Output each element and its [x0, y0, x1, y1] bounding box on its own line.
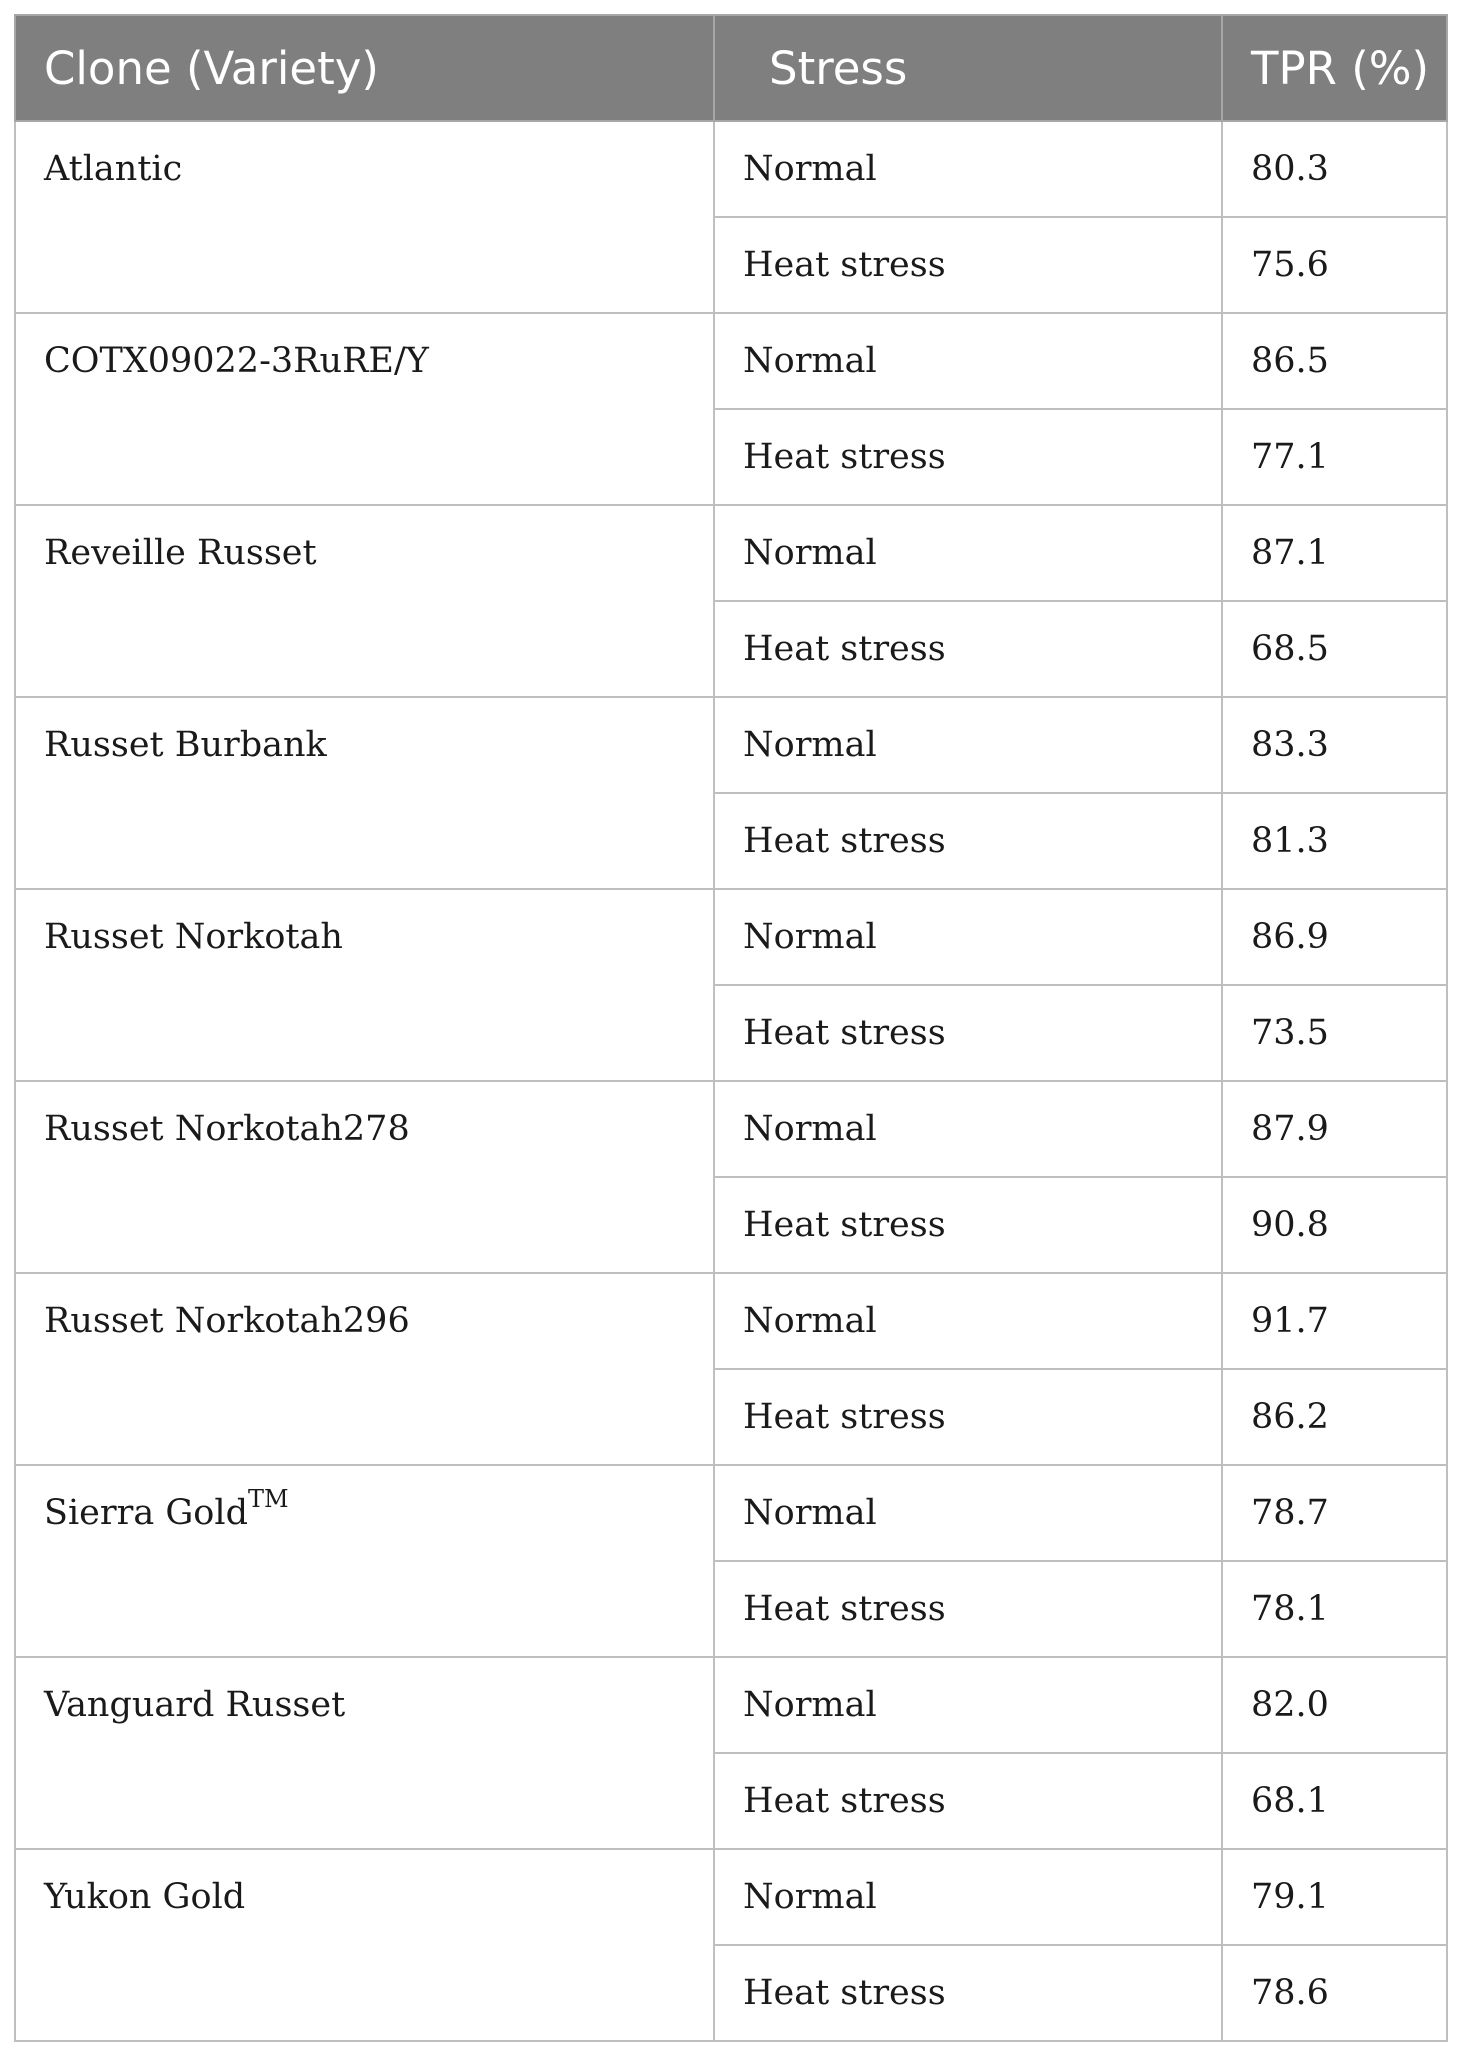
table-row — [15, 889, 1447, 985]
table-row — [15, 505, 1447, 601]
stress-cell: Normal — [714, 1273, 1222, 1369]
stress-cell: Normal — [714, 1465, 1222, 1561]
tpr-cell: 80.3 — [1222, 121, 1447, 217]
stress-cell: Normal — [714, 1081, 1222, 1177]
stress-cell: Heat stress — [714, 1753, 1222, 1849]
clone-cell — [15, 1657, 714, 1849]
tpr-cell: 77.1 — [1222, 409, 1447, 505]
clone-name: COTX09022-3RuRE/Y — [44, 341, 429, 381]
stress-cell: Heat stress — [714, 409, 1222, 505]
clone-name: Vanguard Russet — [44, 1685, 346, 1725]
tpr-cell: 68.5 — [1222, 601, 1447, 697]
stress-cell: Heat stress — [714, 985, 1222, 1081]
table-row — [15, 121, 1447, 217]
tpr-cell: 87.9 — [1222, 1081, 1447, 1177]
clone-name: Russet Burbank — [44, 725, 327, 765]
table-row — [15, 1081, 1447, 1177]
header-row — [15, 15, 1447, 121]
clone-cell — [15, 1081, 714, 1273]
table-row — [15, 1657, 1447, 1753]
tpr-cell: 75.6 — [1222, 217, 1447, 313]
tpr-cell: 90.8 — [1222, 1177, 1447, 1273]
stress-cell: Heat stress — [714, 1369, 1222, 1465]
table-row — [15, 697, 1447, 793]
clone-cell — [15, 313, 714, 505]
stress-cell: Normal — [714, 1849, 1222, 1945]
table-header — [15, 15, 1447, 121]
table-row — [15, 1273, 1447, 1369]
tpr-cell: 86.5 — [1222, 313, 1447, 409]
stress-cell: Normal — [714, 313, 1222, 409]
clone-name: Russet Norkotah296 — [44, 1301, 410, 1341]
stress-cell: Heat stress — [714, 1177, 1222, 1273]
clone-cell — [15, 889, 714, 1081]
tpr-cell: 91.7 — [1222, 1273, 1447, 1369]
table-body — [15, 121, 1447, 2041]
stress-cell: Heat stress — [714, 217, 1222, 313]
clone-cell — [15, 1273, 714, 1465]
stress-cell: Normal — [714, 121, 1222, 217]
tpr-cell: 87.1 — [1222, 505, 1447, 601]
tpr-cell: 78.1 — [1222, 1561, 1447, 1657]
stress-cell: Heat stress — [714, 1945, 1222, 2041]
clone-superscript: TM — [247, 1485, 289, 1514]
stress-cell: Heat stress — [714, 601, 1222, 697]
clone-name: Reveille Russet — [44, 533, 317, 573]
clone-name: Russet Norkotah278 — [44, 1109, 410, 1149]
stress-cell: Normal — [714, 1657, 1222, 1753]
tpr-cell: 82.0 — [1222, 1657, 1447, 1753]
clone-name: Atlantic — [44, 149, 183, 189]
tpr-cell: 86.9 — [1222, 889, 1447, 985]
stress-cell: Normal — [714, 889, 1222, 985]
tpr-cell: 79.1 — [1222, 1849, 1447, 1945]
tpr-cell: 73.5 — [1222, 985, 1447, 1081]
tpr-cell: 78.6 — [1222, 1945, 1447, 2041]
clone-name: Yukon Gold — [44, 1877, 246, 1917]
tpr-table — [14, 14, 1448, 2042]
stress-cell: Normal — [714, 697, 1222, 793]
clone-cell — [15, 697, 714, 889]
clone-cell — [15, 121, 714, 313]
tpr-cell: 81.3 — [1222, 793, 1447, 889]
tpr-cell: 78.7 — [1222, 1465, 1447, 1561]
tpr-cell: 68.1 — [1222, 1753, 1447, 1849]
tpr-cell: 83.3 — [1222, 697, 1447, 793]
table-row — [15, 1849, 1447, 1945]
clone-cell — [15, 505, 714, 697]
table-row — [15, 313, 1447, 409]
header-stress: Stress — [714, 15, 1222, 121]
stress-cell: Heat stress — [714, 793, 1222, 889]
clone-cell — [15, 1465, 714, 1657]
tpr-cell: 86.2 — [1222, 1369, 1447, 1465]
header-tpr: TPR (%) — [1222, 15, 1447, 121]
clone-name: Sierra Gold — [44, 1493, 248, 1533]
table-row — [15, 1465, 1447, 1561]
clone-name: Russet Norkotah — [44, 917, 343, 957]
clone-cell — [15, 1849, 714, 2041]
stress-cell: Heat stress — [714, 1561, 1222, 1657]
stress-cell: Normal — [714, 505, 1222, 601]
header-clone: Clone (Variety) — [15, 15, 714, 121]
